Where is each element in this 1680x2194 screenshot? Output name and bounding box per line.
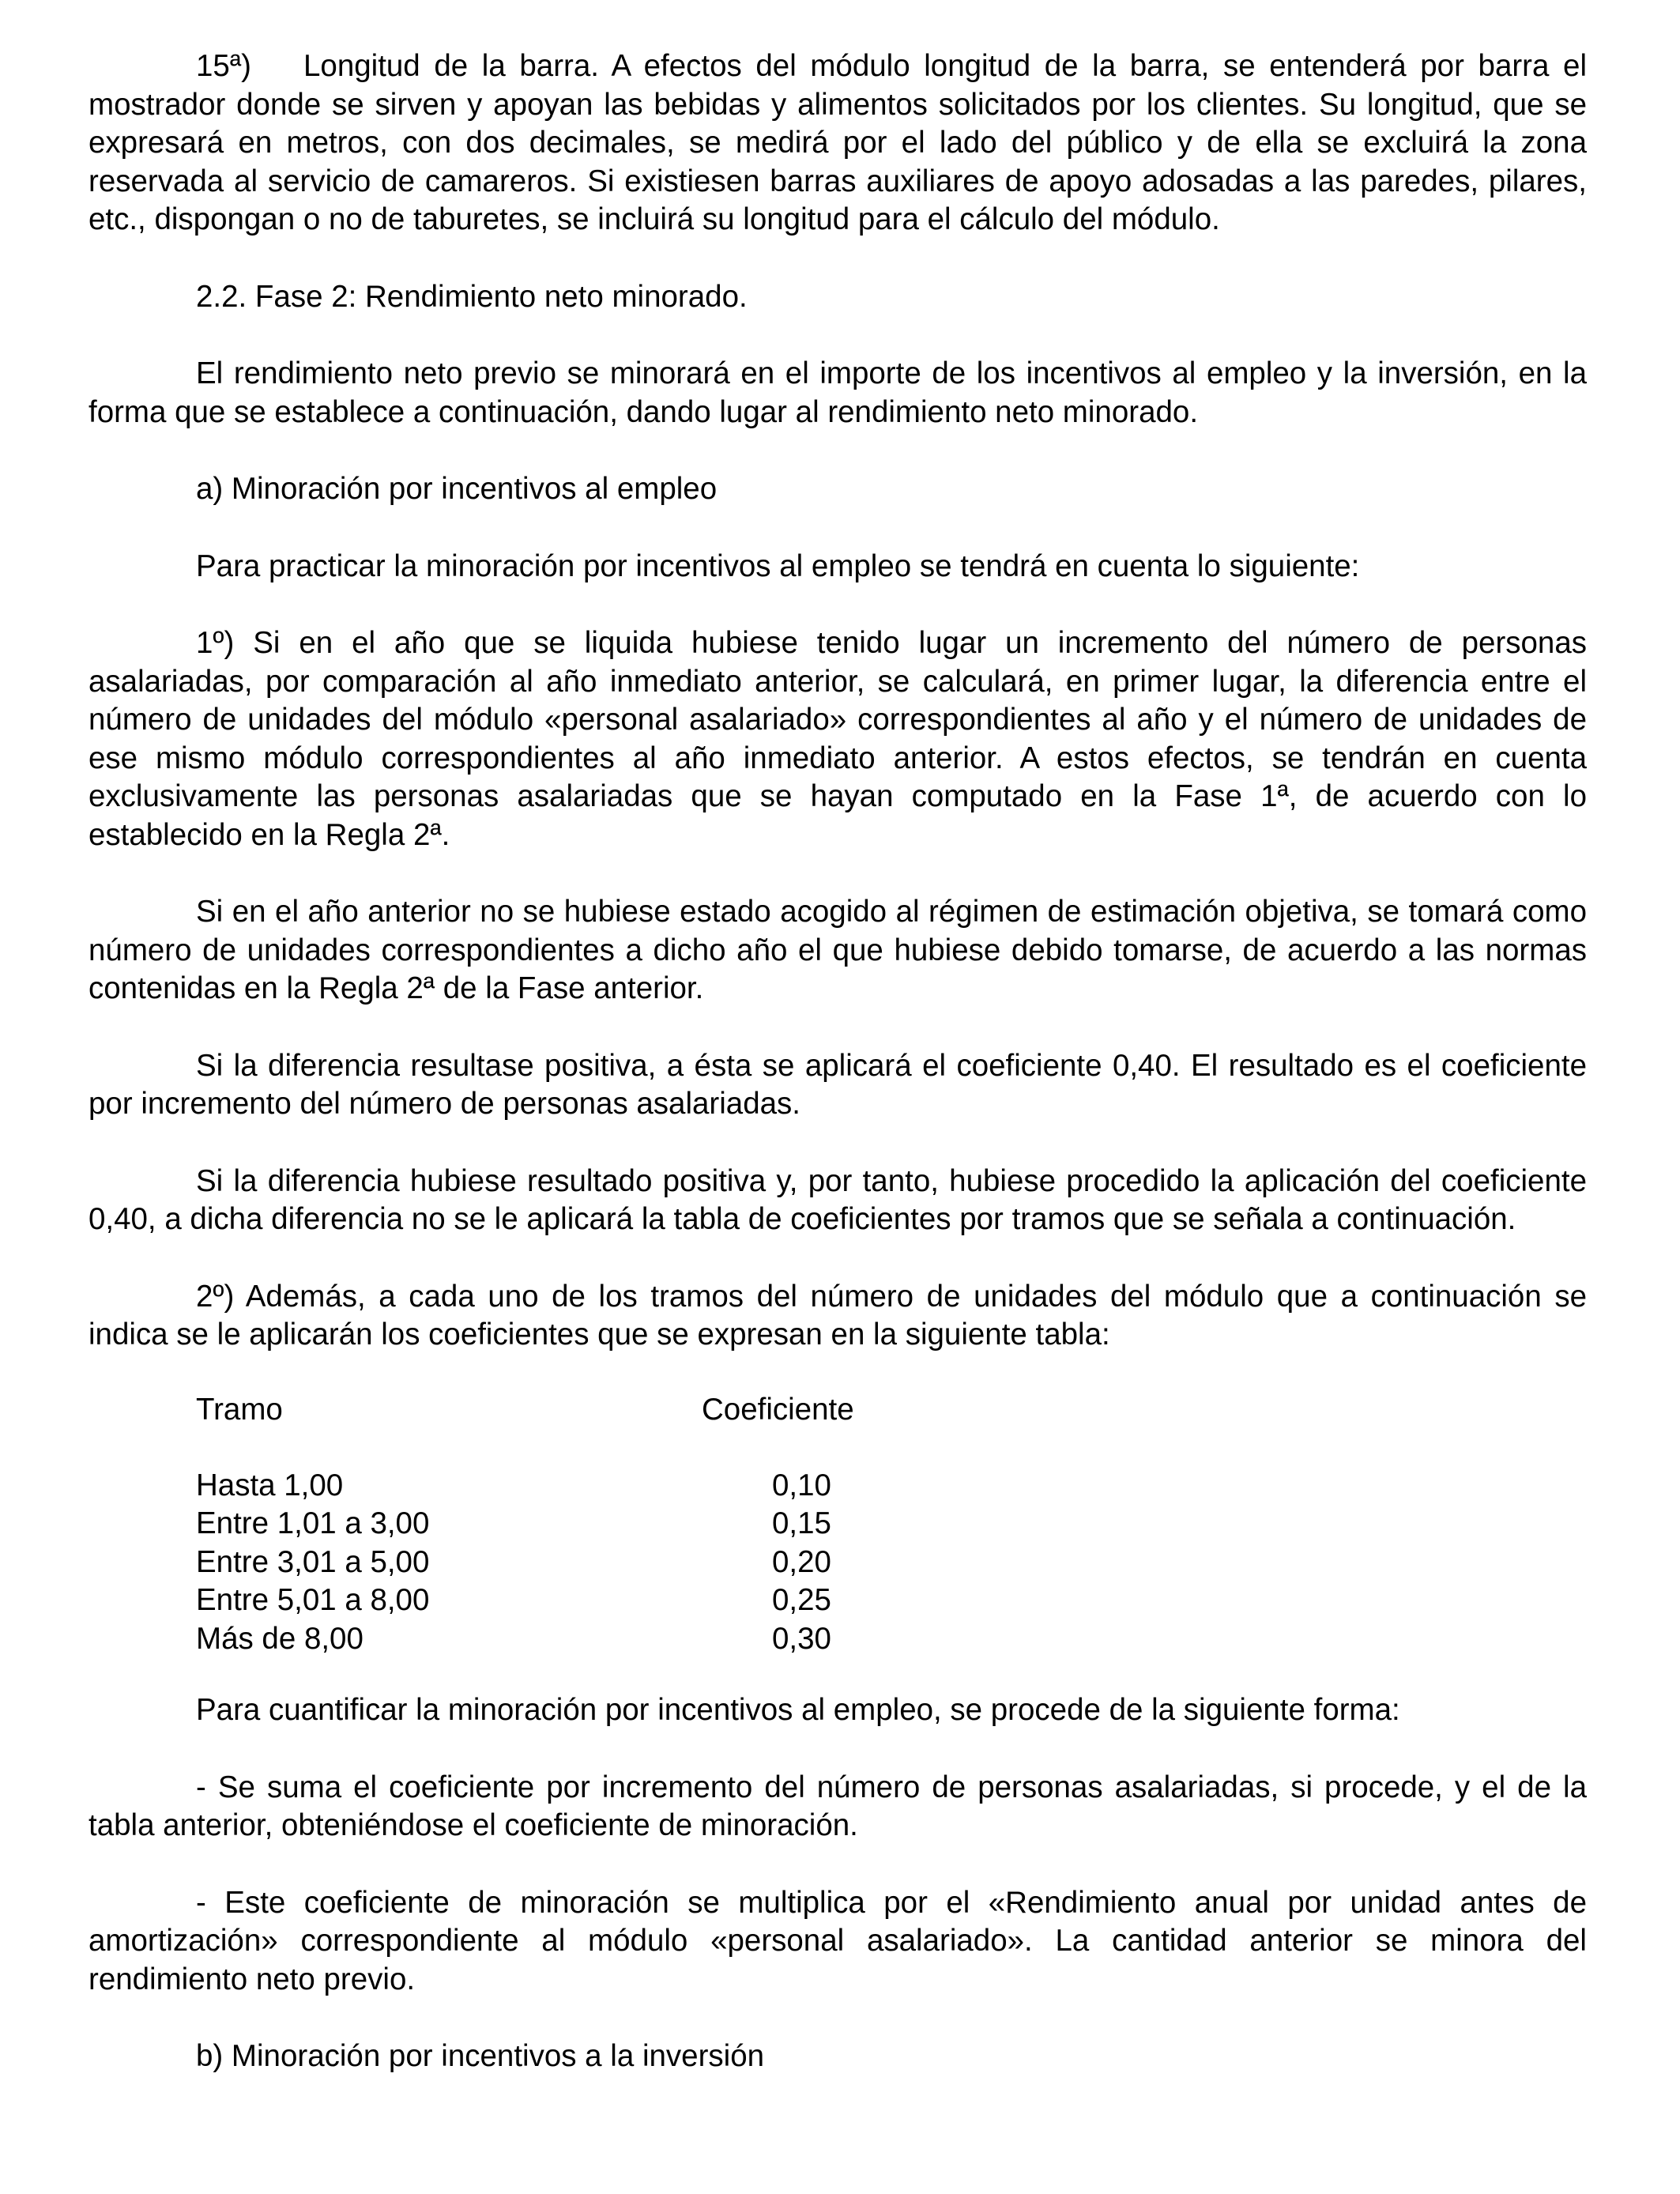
- paragraph-ano-anterior: Si en el año anterior no se hubiese estado acogido al régimen de estimación objetiva, se tomará como número de unidades correspondientes a dicho año el que hubiese debido tomarse, de acuerdo a las normas contenidas en la Regla 2ª de la Fase anterior.: [89, 895, 1587, 1005]
- paragraph-suma-coeficiente: - Se suma el coeficiente por incremento del número de personas asalariadas, si procede, y el de la tabla anterior, obteniéndose el coeficiente de minoración.: [89, 1770, 1587, 1842]
- table-cell-coeficiente: 0,15: [772, 1506, 831, 1540]
- table-header-row: [89, 1391, 1587, 1429]
- section-heading-fase-2: 2.2. Fase 2: Rendimiento neto minorado.: [196, 279, 748, 314]
- table-header-coeficiente: Coeficiente: [702, 1392, 854, 1427]
- paragraph-longitud-barra: [89, 47, 1587, 239]
- table-cell-tramo: Entre 3,01 a 5,00: [196, 1544, 430, 1579]
- table-cell-coeficiente: 0,30: [772, 1621, 831, 1656]
- subheading-incentivos-empleo: a) Minoración por incentivos al empleo: [196, 472, 718, 506]
- paragraph-intro-minoracion: El rendimiento neto previo se minorará en el importe de los incentivos al empleo y la inversión, en la forma que se establece a continuación, dando lugar al rendimiento neto minorado.: [89, 356, 1587, 429]
- table-cell-tramo: Entre 5,01 a 8,00: [196, 1583, 430, 1617]
- table-row: [89, 1581, 1587, 1620]
- table-row: [89, 1620, 1587, 1659]
- document-page: [89, 47, 1587, 2115]
- paragraph-diferencia-resultado: Si la diferencia hubiese resultado positiva y, por tanto, hubiese procedido la aplicación del coeficiente 0,40, a dicha diferencia no se le aplicará la tabla de coeficientes por tramos que se señala a continuación.: [89, 1163, 1587, 1236]
- subheading-incentivos-inversion: b) Minoración por incentivos a la inversión: [196, 2039, 765, 2073]
- table-cell-coeficiente: 0,25: [772, 1583, 831, 1617]
- table-row: [89, 1544, 1587, 1582]
- table-cell-tramo: Entre 1,01 a 3,00: [196, 1506, 430, 1540]
- table-cell-tramo: Hasta 1,00: [196, 1468, 344, 1502]
- paragraph-cuantificar: Para cuantificar la minoración por incentivos al empleo, se procede de la siguiente forma:: [196, 1693, 1400, 1727]
- paragraph-practicar-minoracion: Para practicar la minoración por incentivos al empleo se tendrá en cuenta lo siguiente:: [196, 548, 1360, 583]
- table-cell-coeficiente: 0,10: [772, 1468, 831, 1502]
- paragraph-longitud-barra-text: Longitud de la barra. A efectos del módulo longitud de la barra, se entenderá por barra el mostrador donde se sirven y apoyan las bebidas y alimentos solicitados por los clientes. Su longitud, que se expresará en metros, con dos decimales, se medirá por el lado del público y de ella se excluirá la zona reservada al servicio de camareros. Si existiesen barras auxiliares de apoyo adosadas a las paredes, pilares, etc., dispongan o no de taburetes, se incluirá su longitud para el cálculo del módulo.: [89, 49, 1587, 236]
- paragraph-segundo: 2º) Además, a cada uno de los tramos del número de unidades del módulo que a continuación se indica se le aplicarán los coeficientes que se expresan en la siguiente tabla:: [89, 1279, 1587, 1351]
- table-cell-tramo: Más de 8,00: [196, 1621, 363, 1656]
- table-row: [89, 1505, 1587, 1544]
- paragraph-multiplica-coeficiente: - Este coeficiente de minoración se multiplica por el «Rendimiento anual por unidad antes de amortización» correspondiente al módulo «personal asalariado». La cantidad anterior se minora del rendimiento neto previo.: [89, 1885, 1587, 1996]
- table-header-tramo: Tramo: [196, 1392, 283, 1427]
- table-row: [89, 1467, 1587, 1506]
- coefficient-table: [89, 1391, 1587, 1659]
- paragraph-primero: 1º) Si en el año que se liquida hubiese tenido lugar un incremento del número de personas asalariadas, por comparación al año inmediato anterior, se calculará, en primer lugar, la diferencia entre el número de unidades del módulo «personal asalariado» correspondientes al año y el número de unidades de ese mismo módulo correspondientes al año inmediato anterior. A estos efectos, se tendrán en cuenta exclusivamente las personas asalariadas que se hayan computado en la Fase 1ª, de acuerdo con lo establecido en la Regla 2ª.: [89, 626, 1587, 852]
- table-cell-coeficiente: 0,20: [772, 1544, 831, 1579]
- paragraph-number-label: 15ª): [196, 49, 251, 83]
- paragraph-diferencia-positiva: Si la diferencia resultase positiva, a ésta se aplicará el coeficiente 0,40. El resultado es el coeficiente por incremento del número de personas asalariadas.: [89, 1048, 1587, 1121]
